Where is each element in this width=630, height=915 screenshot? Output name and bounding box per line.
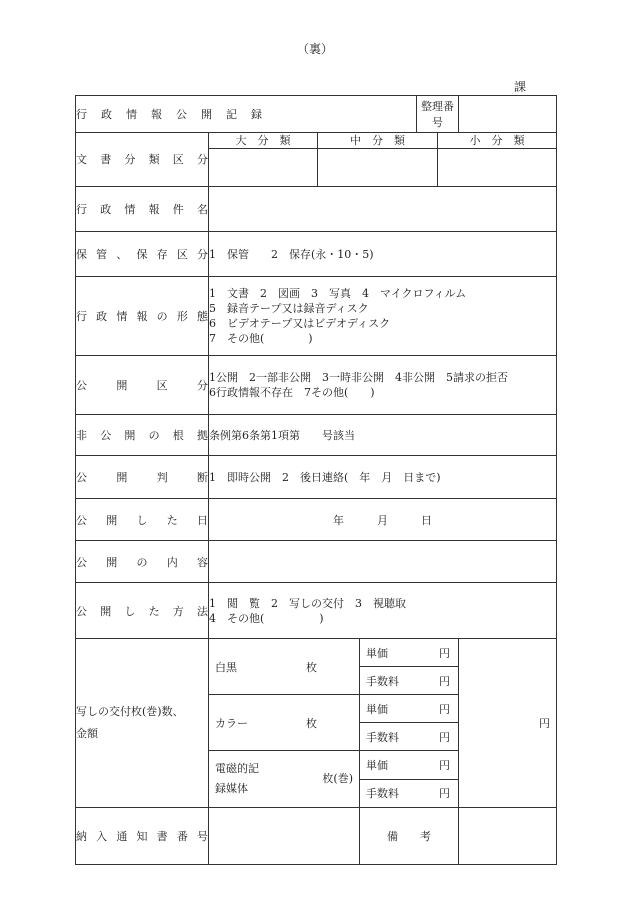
- yen-unit: 円: [439, 702, 450, 716]
- form-type-options: [209, 277, 557, 356]
- classification-label: 文書分類区分: [76, 133, 209, 187]
- large-class-field[interactable]: [209, 149, 318, 187]
- copies-label-line: 写しの交付枚(巻)数、: [76, 705, 184, 718]
- nondisclosure-basis-row: [76, 415, 557, 456]
- yen-unit: 円: [439, 730, 450, 744]
- medium-class-header: 中 分 類: [318, 133, 438, 149]
- disclosure-content-field[interactable]: [209, 541, 557, 583]
- decision-row: [76, 456, 557, 499]
- unit-price-label: 単価: [366, 702, 388, 716]
- unit-price-label: 単価: [366, 646, 388, 660]
- storage-row: [76, 232, 557, 277]
- copies-media-label-line: 録媒体: [215, 782, 248, 795]
- copies-media-price-cell: [360, 751, 459, 780]
- yen-unit: 円: [439, 674, 450, 688]
- payment-notice-field[interactable]: [209, 808, 360, 865]
- reference-number-field[interactable]: [459, 96, 557, 133]
- copies-bw-cell: [209, 639, 360, 695]
- copies-bw-label: 白黒: [215, 660, 237, 674]
- form-type-label: 行政情報の形態: [76, 277, 209, 356]
- disclosure-content-label: 公開の内容: [76, 541, 209, 583]
- disclosure-class-options: [209, 356, 557, 415]
- copies-label-line: 金額: [76, 727, 98, 740]
- yen-unit: 円: [439, 758, 450, 772]
- fee-label: 手数料: [366, 730, 399, 744]
- disclosure-class-label: 公開区分: [76, 356, 209, 415]
- title-row: [76, 96, 557, 133]
- medium-class-field[interactable]: [318, 149, 438, 187]
- item-name-label: 行政情報件名: [76, 187, 209, 232]
- copies-media-label-line: 電磁的記: [215, 762, 259, 775]
- copies-media-fee-cell: [360, 779, 459, 808]
- disclosure-date-row: [76, 499, 557, 541]
- remarks-field[interactable]: [459, 808, 557, 865]
- disclosure-class-line: 1公開 2一部非公開 3一時非公開 4非公開 5請求の拒否: [209, 371, 508, 384]
- method-options: [209, 583, 557, 639]
- decision-value: 1 即時公開 2 後日連絡( 年 月 日まで): [209, 456, 557, 499]
- form-type-line: 7 その他( ): [209, 332, 313, 345]
- copies-color-price-cell: [360, 695, 459, 723]
- small-class-field[interactable]: [438, 149, 557, 187]
- disclosure-date-value[interactable]: 年 月 日: [209, 499, 557, 541]
- copies-bw-price-row: [76, 639, 557, 667]
- copies-bw-unit: 枚: [306, 660, 317, 674]
- small-class-header: 小 分 類: [438, 133, 557, 149]
- storage-value: 1 保管 2 保存(永・10・5): [209, 232, 557, 277]
- nondisclosure-basis-value: 条例第6条第1項第 号該当: [209, 415, 557, 456]
- form-type-line: 1 文書 2 図画 3 写真 4 マイクロフィルム: [209, 287, 467, 300]
- remarks-label: 備 考: [360, 808, 459, 865]
- disclosure-date-label: 公開した日: [76, 499, 209, 541]
- copies-color-label: カラー: [215, 716, 248, 730]
- payment-notice-row: [76, 808, 557, 865]
- unit-price-label: 単価: [366, 758, 388, 772]
- method-line: 1 閲 覧 2 写しの交付 3 視聴取: [209, 596, 406, 610]
- disclosure-class-row: [76, 356, 557, 415]
- payment-notice-label: 納入通知書番号: [76, 808, 209, 865]
- page-side-label: （裏）: [296, 42, 333, 56]
- yen-unit: 円: [439, 787, 450, 801]
- department-label: 課: [514, 80, 527, 94]
- copies-label: [76, 639, 209, 808]
- reference-number-label: 整理番号: [417, 96, 459, 133]
- item-name-field[interactable]: [209, 187, 557, 232]
- copies-color-fee-cell: [360, 723, 459, 751]
- method-row: [76, 583, 557, 639]
- method-label: 公開した方法: [76, 583, 209, 639]
- nondisclosure-basis-label: 非公開の根拠: [76, 415, 209, 456]
- method-line: 4 その他( ): [209, 611, 324, 625]
- disclosure-content-row: [76, 541, 557, 583]
- form-type-line: 6 ビデオテープ又はビデオディスク: [209, 317, 391, 330]
- copies-bw-fee-cell: [360, 667, 459, 695]
- copies-color-unit: 枚: [306, 716, 317, 730]
- storage-label: 保管、保存区分: [76, 232, 209, 277]
- large-class-header: 大 分 類: [209, 133, 318, 149]
- copies-total: 円: [459, 639, 557, 808]
- fee-label: 手数料: [366, 674, 399, 688]
- copies-media-unit: 枚(巻): [322, 772, 353, 785]
- fee-label: 手数料: [366, 787, 399, 801]
- record-title: 行政情報公開記録: [76, 96, 417, 133]
- disclosure-record-form: [75, 95, 557, 865]
- form-type-line: 5 録音テープ又は録音ディスク: [209, 302, 369, 315]
- yen-unit: 円: [439, 646, 450, 660]
- form-type-row: [76, 277, 557, 356]
- disclosure-class-line: 6行政情報不存在 7その他( ): [209, 386, 375, 399]
- classification-header-row: [76, 133, 557, 149]
- copies-color-cell: [209, 695, 360, 751]
- copies-media-cell: [209, 751, 360, 808]
- item-name-row: [76, 187, 557, 232]
- decision-label: 公開判断: [76, 456, 209, 499]
- copies-bw-price-cell: [360, 639, 459, 667]
